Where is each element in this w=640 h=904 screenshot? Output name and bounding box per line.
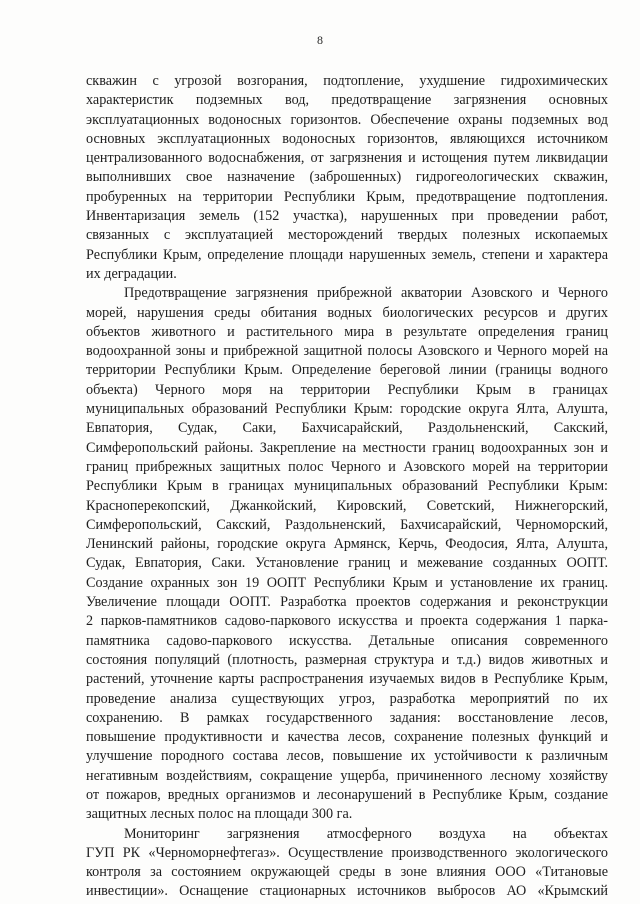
text-line: улучшение породного состава лесов, повышение их устойчивости к различным <box>86 748 608 765</box>
text-line: памятника садово-паркового искусства. Детальные описания современного <box>86 632 608 649</box>
text-line: основных эксплуатационных водоносных горизонтов, являющихся источником <box>86 130 608 147</box>
text-line: границ прибрежных защитных полос Черного и Азовского морей на территории <box>86 458 608 475</box>
text-line: состояния популяций (плотность, размерная структура и т.д.) видов животных и <box>86 651 608 668</box>
text-line: водоохранной зоны и прибрежной защитной полосы Азовского и Черного морей на <box>86 343 608 360</box>
text-line: характеристик подземных вод, предотвращение загрязнения основных <box>86 92 608 109</box>
text-line: муниципальных образований Республики Крым: городские округа Ялта, Алушта, <box>86 401 608 418</box>
text-line: Республики Крым в границах муниципальных образований Республики Крым: <box>86 478 608 495</box>
text-line: растений, уточнение карты распространения изучаемых видов в Республике Крым, <box>86 671 608 688</box>
text-line: их деградации. <box>86 265 177 282</box>
text-line: проведение анализа существующих угроз, разработка мероприятий по их <box>86 690 608 707</box>
text-line: скважин с угрозой возгорания, подтопление, ухудшение гидрохимических <box>86 73 608 89</box>
text-line: Симферопольский районы. Закрепление на местности границ водоохранных зон и <box>86 439 608 456</box>
text-line: Красноперекопский, Джанкойский, Кировский, Советский, Нижнегорский, <box>86 497 608 514</box>
text-line: Евпатория, Судак, Саки, Бахчисарайский, Раздольненский, Сакский, <box>86 420 608 437</box>
text-line: Симферопольский, Сакский, Раздольненский, Бахчисарайский, Черноморский, <box>86 516 608 533</box>
text-line: выполнивших свое назначение (заброшенных) гидрогеологических скважин, <box>86 169 608 186</box>
body-text <box>86 72 608 902</box>
text-line: Предотвращение загрязнения прибрежной акватории Азовского и Черного <box>124 285 608 302</box>
text-line: объектов животного и растительного мира в результате определения границ <box>86 323 608 340</box>
text-line: сохранению. В рамках государственного задания: восстановление лесов, <box>86 709 608 726</box>
page-number: 8 <box>317 33 323 47</box>
text-line: защитных лесных полос на площади 300 га. <box>86 806 353 823</box>
text-line: 2 парков-памятников садово-паркового искусства и проекта содержания 1 парка- <box>86 613 608 630</box>
text-line: ГУП РК «Черноморнефтегаз». Осуществление производственного экологического <box>86 844 608 861</box>
text-line: Республики Крым, определение площади нарушенных земель, степени и характера <box>86 246 608 263</box>
text-line: пробуренных на территории Республики Крым, предотвращение подтопления. <box>86 188 608 205</box>
text-line: повышение продуктивности и качества лесов, сохранение полезных функций и <box>86 729 608 746</box>
text-line: Мониторинг загрязнения атмосферного воздуха на объектах <box>124 825 608 842</box>
text-line: Увеличение площади ООПТ. Разработка проектов содержания и реконструкции <box>86 594 608 611</box>
text-line: от пожаров, вредных организмов и лесонарушений в Республике Крым, создание <box>86 786 608 803</box>
text-line: морей, нарушения среды обитания водных биологических ресурсов и других <box>86 304 608 321</box>
text-line: Ленинский районы, городские округа Армянск, Керчь, Феодосия, Ялта, Алушта, <box>86 536 608 553</box>
paragraph-2 <box>86 284 608 824</box>
paragraph-3 <box>86 825 608 902</box>
text-line: Судак, Евпатория, Саки. Установление границ и межевание созданных ООПТ. <box>86 555 608 572</box>
paragraph-1 <box>86 72 608 284</box>
text-line: централизованного водоснабжения, от загрязнения и истощения путем ликвидации <box>86 150 608 167</box>
text-line: эксплуатационных водоносных горизонтов. Обеспечение охраны подземных вод <box>86 111 608 128</box>
text-line: контроля за состоянием окружающей среды в зоне влияния ООО «Титановые <box>86 864 608 881</box>
text-line: связанных с эксплуатацией месторождений твердых полезных ископаемых <box>86 227 608 244</box>
text-line: Создание охранных зон 19 ООПТ Республики Крым и установление их границ. <box>86 574 608 591</box>
text-line: инвестиции». Оснащение стационарных источников выбросов АО «Крымский <box>86 883 608 900</box>
text-line: объекта) Черного моря на территории Республики Крым в границах <box>86 381 608 398</box>
text-line: Инвентаризация земель (152 участка), нарушенных при проведении работ, <box>86 208 608 225</box>
text-line: негативным воздействиям, сокращение ущерба, причиненного лесному хозяйству <box>86 767 608 784</box>
text-line: территории Республики Крым. Определение береговой линии (границы водного <box>86 362 608 379</box>
